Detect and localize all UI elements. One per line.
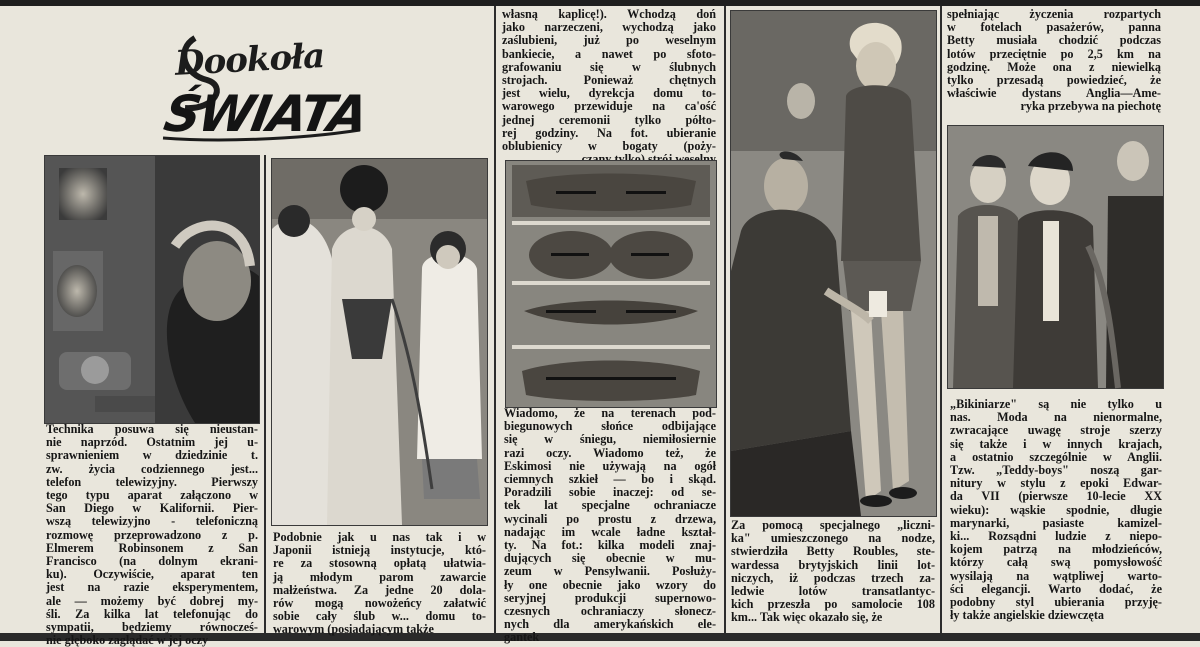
text-line: gantek	[504, 630, 540, 645]
text-line: nitury w stylu z epoki Edwar-	[950, 476, 1162, 491]
text-line: Technika posuwa się nieustan-	[46, 422, 258, 436]
text-line: Francisco (na dolnym ekrani-	[46, 554, 258, 569]
masthead	[155, 30, 370, 148]
text-line: „Bikiniarze" są nie tylko u	[950, 397, 1162, 411]
column-rule-4	[940, 6, 942, 633]
text-line: godzinę. Może ona z niewielką	[947, 59, 1161, 74]
column-3-bottom-text	[504, 406, 716, 645]
text-line: Elmerem Robinsonem z San	[46, 540, 258, 555]
text-line: własną kaplicę!). Wchodzą doń	[502, 7, 716, 21]
text-line: jest na razie eksperymentem,	[46, 580, 258, 595]
text-line: ki... Rozsądni ludzie z niepo-	[950, 529, 1162, 544]
text-line: w fotelach pasażerów, panna	[947, 20, 1161, 35]
text-line: San Diego w Kalifornii. Pier-	[46, 501, 258, 516]
text-line: sobie cały ślub w... domu to-	[273, 609, 486, 624]
television-telephone-illustration	[45, 156, 259, 423]
text-line: wszą telewizyjno - telefoniczną	[46, 514, 258, 529]
text-line: bankiecie, a nawet po sfoto-	[502, 46, 716, 61]
text-line: kojem patrzą na młodzieńców,	[950, 542, 1162, 557]
text-line: re za stosowną opłatą ułatwia-	[273, 556, 486, 571]
text-line: telefon telewizyjny. Pierwszy	[46, 474, 258, 489]
photo-stewardess-pedometer	[730, 10, 937, 517]
text-line: rej godziny. Na fot. ubieranie	[502, 125, 716, 140]
text-line: ryka przebywa na piechotę	[1020, 99, 1161, 114]
text-line: Betty musiała chodzić podczas	[947, 33, 1161, 48]
text-line: nas. Moda na nienormalne,	[950, 410, 1162, 425]
text-line: którzy całą swą pomysłowość	[950, 555, 1162, 570]
text-line: tek lat specjalne ochraniacze	[504, 498, 716, 513]
masthead-script-word: Dookoła	[174, 36, 326, 84]
japanese-wedding-illustration	[272, 159, 487, 525]
text-line: wieku): wąskie spodnie, długie	[950, 502, 1162, 517]
text-line: nie naprzód. Ostatnim jej u-	[46, 435, 258, 450]
text-line: tego typu aparat załączono w	[46, 488, 258, 503]
column-4-text	[731, 519, 935, 633]
text-line: Za pomocą specjalnego „liczni-	[731, 518, 935, 532]
stewardess-pedometer-illustration	[731, 11, 936, 516]
text-line: zaślubieni, już po weselnym	[502, 33, 716, 48]
text-line: stwierdziła Betty Roubles, ste-	[731, 544, 935, 559]
text-line: a ostatnio szczególnie w Anglii.	[950, 449, 1162, 464]
text-line: ale — możemy być dobrej my-	[46, 593, 258, 608]
eskimo-goggles-illustration	[506, 161, 716, 407]
text-line: właściwie dystans Anglia—Ame-	[947, 86, 1161, 101]
text-line: się w śniegu, niemiłosiernie	[504, 432, 716, 447]
text-line: biegunowych słońce odbijające	[504, 419, 716, 434]
text-line: czesnych ochraniaczy słonecz-	[504, 604, 716, 619]
text-line: rów mogą nowożeńcy załatwić	[273, 596, 486, 611]
column-rule-1	[264, 155, 266, 633]
column-5-top-text	[947, 8, 1161, 118]
text-line: wysilają na wątpliwej warto-	[950, 568, 1162, 583]
top-rule	[0, 0, 1200, 6]
text-line: sprawnieniem w dziedzinie t.	[46, 448, 258, 463]
photo-japanese-wedding	[271, 158, 488, 526]
text-line: jako narzeczeni, wychodzą jako	[502, 20, 716, 35]
text-line: tylko przesadą powiedzieć, że	[947, 73, 1161, 88]
text-line: dujących się obecnie w mu-	[504, 551, 716, 566]
text-line: warowym (posiadającym także	[273, 622, 434, 637]
text-line: śli. Za kilka lat telefonując do	[46, 606, 258, 621]
text-line: Tzw. „Teddy-boys" noszą gar-	[950, 463, 1162, 478]
text-line: warowego przewiduje na ca'ość	[502, 99, 716, 114]
column-rule-2	[494, 6, 496, 633]
photo-eskimo-goggles	[505, 160, 717, 408]
text-line: ły one obecnie jako wzory do	[504, 577, 716, 592]
photo-teddy-boys	[947, 125, 1164, 389]
masthead-main-word: ŚWIATA	[159, 85, 371, 143]
text-line: jednej ceremonii tylko półto-	[502, 112, 716, 127]
text-line: kich przeszła po samolocie 108	[731, 597, 935, 612]
text-line: Poradzili sobie inaczej: od se-	[504, 485, 716, 500]
column-5-bottom-text	[950, 398, 1162, 633]
text-line: sympatii, będziemy równocześ-	[46, 620, 258, 635]
text-line: grafowaniu się w ślubnych	[502, 59, 716, 74]
text-line: ły także angielskie dziewczęta	[950, 608, 1104, 623]
text-line: nadając im wcale ładne kształ-	[504, 524, 716, 539]
text-line: zeum w Pensylwanii. Posłuży-	[504, 564, 716, 579]
text-line: oblubienicy w bogaty (poży-	[502, 139, 716, 154]
text-line: ją młodym parom zawarcie	[273, 569, 486, 584]
text-line: ści elegancji. Warto dodać, że	[950, 581, 1162, 596]
text-line: strojach. Ponieważ chętnych	[502, 73, 716, 88]
teddy-boys-illustration	[948, 126, 1163, 388]
text-line: Podobnie jak u nas tak i w	[273, 530, 486, 544]
text-line: km... Tak więc okazało się, że	[731, 610, 883, 625]
text-line: ka" umieszczonego na nodze,	[731, 531, 935, 546]
text-line: ku). Oczywiście, aparat ten	[46, 567, 258, 582]
text-line: Eskimosi nie używają na ogół	[504, 458, 716, 473]
column-1-text	[46, 422, 258, 647]
text-line: małżeństwa. Za jedne 20 dola-	[273, 582, 486, 597]
text-line: się także i w innych krajach,	[950, 436, 1162, 451]
text-line: zwracające uwagę stroje szerzy	[950, 423, 1162, 438]
text-line: niczych, iż podczas trzech za-	[731, 570, 935, 585]
column-rule-3	[724, 6, 726, 633]
text-line: razi oczy. Wiadomo też, że	[504, 445, 716, 460]
text-line: podobny styl ubierania przyję-	[950, 595, 1162, 610]
text-line: Japonii istnieją instytucje, któ-	[273, 543, 486, 558]
text-line: nych dla amerykańskich ele-	[504, 617, 716, 632]
text-line: wycinali po prostu z drzewa,	[504, 511, 716, 526]
text-line: seryjnej produkcji supernowo-	[504, 590, 716, 605]
text-line: rozmowę przeprowadzono z p.	[46, 527, 258, 542]
text-line: ciemnych szkieł — bo i skąd.	[504, 472, 716, 487]
column-3-top-text	[502, 8, 716, 168]
text-line: jest wielu, dyrekcja domu to-	[502, 86, 716, 101]
text-line: ledwie lotów transatlantyc-	[731, 584, 935, 599]
text-line: lotów przeciętnie po 2,5 km na	[947, 46, 1161, 61]
text-line: da VII (pierwsze 10-lecie XX	[950, 489, 1162, 504]
text-line: spełniając życzenia rozpartych	[947, 7, 1161, 21]
text-line: ty. Na fot.: kilka modeli znaj-	[504, 538, 716, 553]
text-line: marynarki, pasiaste kamizel-	[950, 515, 1162, 530]
text-line: zw. życia codziennego jest...	[46, 461, 258, 476]
text-line: wardessa brytyjskich linii lot-	[731, 557, 935, 572]
text-line: Wiadomo, że na terenach pod-	[504, 406, 716, 420]
column-2-text	[273, 530, 486, 637]
text-line: nie głęboko zaglądać w jej oczy	[46, 633, 209, 647]
photo-television-telephone	[44, 155, 260, 424]
